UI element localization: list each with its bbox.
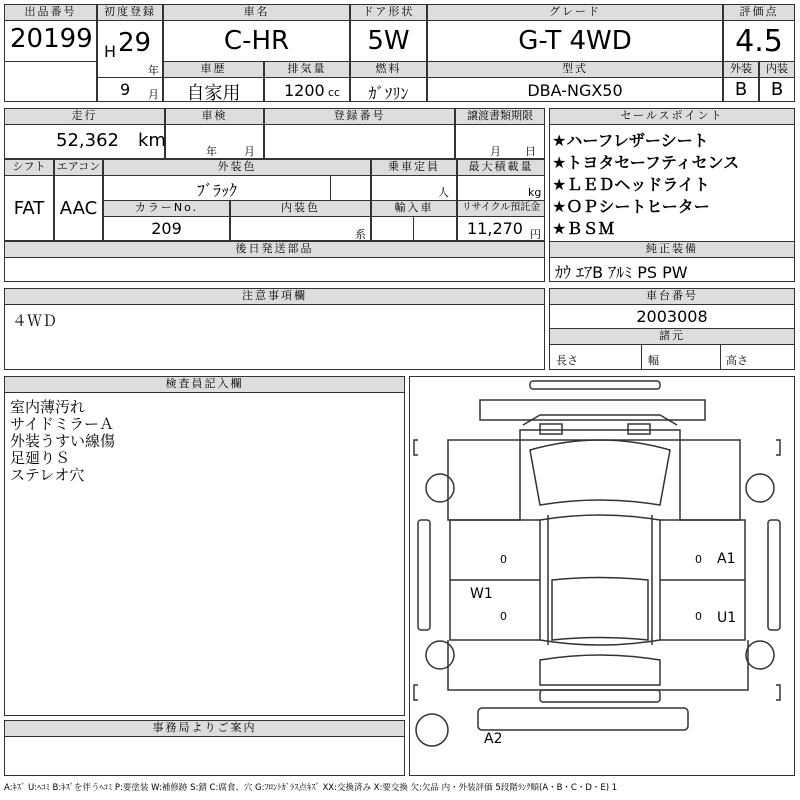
load-label: 最大積載量 (457, 159, 545, 176)
diagram-zero: 0 (500, 553, 507, 566)
door-label: ドア形状 (350, 4, 427, 21)
displacement-label: 排気量 (264, 61, 350, 78)
exterior-grade-label: 外装 (723, 61, 759, 78)
int-color-box (230, 216, 371, 241)
lot-no: 20199 (10, 24, 93, 54)
equipment-label: 純正装備 (549, 241, 795, 258)
specs-width: 幅 (648, 354, 659, 367)
car-diagram (409, 376, 795, 776)
first-reg-year-unit: 年 (148, 64, 159, 77)
inspector-label: 検査員記入欄 (4, 376, 405, 393)
legend: A:ｷｽﾞ U:ﾍｺﾐ B:ｷｽﾞを伴うﾍｺﾐ P:要塗装 W:補修跡 S:錆 C:腐食、穴 G:ﾌﾛﾝﾄｶﾞﾗｽ点ｷｽﾞ XX:交換済み X:要交換 欠:欠品 内・外装評価 5段階ﾗﾝｸ順(A・B・C・D・E) 1 (4, 783, 618, 793)
mileage-value: 52,362 (56, 130, 119, 151)
fuel-value: ｶﾞｿﾘﾝ (368, 84, 409, 103)
reg-no-label: 登録番号 (264, 108, 455, 125)
sales-points-label: セールスポイント (549, 108, 795, 125)
inspector-line: 足廻りＳ (10, 449, 71, 467)
first-reg-month-unit: 月 (148, 88, 159, 101)
inspector-line: ステレオ穴 (10, 466, 85, 484)
sales-point: ★ＢＳＭ (552, 219, 615, 238)
car-name-label: 車名 (163, 4, 350, 21)
diagram-zero: 0 (500, 610, 507, 623)
model-value: DBA-NGX50 (527, 81, 623, 100)
office-label: 事務局よりご案内 (4, 720, 405, 737)
first-reg-year: 29 (118, 28, 152, 58)
first-reg-era: H (104, 42, 117, 61)
shift-label: シフト (4, 159, 54, 176)
damage-mark: A1 (717, 551, 736, 567)
sales-point: ★ハーフレザーシート (552, 131, 709, 150)
shift-value: FAT (13, 198, 45, 219)
color-no-label: カラーNo. (103, 200, 230, 217)
chassis-value: 2003008 (636, 307, 708, 326)
inspector-line: 室内薄汚れ (10, 398, 86, 416)
recycle-unit: 円 (530, 228, 541, 241)
notes-value: ４ＷＤ (12, 312, 58, 330)
car-name: C-HR (223, 26, 290, 56)
specs-height: 高さ (726, 354, 748, 367)
equipment-value: ｶｳ ｴｱB ｱﾙﾐ PS PW (555, 263, 688, 282)
damage-mark: W1 (470, 586, 493, 602)
first-reg-label: 初度登録 (97, 4, 163, 21)
inspection-year-unit: 年 (206, 145, 217, 158)
door-value: 5W (367, 26, 410, 56)
lot-no-label: 出品番号 (4, 4, 97, 21)
recycle-label: リサイクル預託金 (457, 200, 545, 217)
import-box-2 (413, 216, 457, 241)
later-parts-box (4, 257, 545, 282)
notes-box (4, 304, 545, 370)
capacity-label: 乗車定員 (371, 159, 457, 176)
model-label: 型式 (427, 61, 723, 78)
score-label: 評価点 (723, 4, 795, 21)
displacement-unit: cc (328, 86, 341, 99)
ext-color-value: ﾌﾞﾗｯｸ (196, 181, 237, 200)
inspection-month-unit: 月 (244, 145, 255, 158)
interior-grade: B (770, 79, 784, 100)
mileage-label: 走行 (4, 108, 165, 125)
ext-color-label: 外装色 (103, 159, 371, 176)
capacity-unit: 人 (438, 186, 449, 199)
diagram-zero: 0 (695, 610, 702, 623)
specs-length: 長さ (556, 354, 578, 367)
sales-point: ★ＯＰシートヒーター (552, 197, 710, 216)
mileage-unit: km (138, 130, 166, 151)
score-value: 4.5 (735, 24, 783, 59)
specs-label: 諸元 (549, 328, 795, 345)
sales-point: ★ＬＥＤヘッドライト (552, 175, 710, 194)
history-value: 自家用 (186, 83, 241, 104)
int-color-unit: 系 (355, 228, 366, 241)
inspector-line: 外装うすい線傷 (10, 432, 116, 450)
recycle-value: 11,270 (467, 219, 523, 238)
later-parts-label: 後日発送部品 (4, 241, 545, 258)
transfer-day-unit: 日 (525, 145, 536, 158)
interior-grade-label: 内装 (759, 61, 795, 78)
history-label: 車歴 (163, 61, 264, 78)
diagram-zero: 0 (695, 553, 702, 566)
ac-label: エアコン (54, 159, 103, 176)
inspector-line: サイドミラーＡ (10, 415, 114, 433)
load-unit: kg (528, 186, 542, 199)
chassis-label: 車台番号 (549, 288, 795, 305)
import-box (371, 216, 414, 241)
ac-value: AAC (59, 198, 98, 219)
lot-no-blank (4, 61, 97, 102)
first-reg-month: 9 (120, 80, 131, 99)
notes-label: 注意事項欄 (4, 288, 545, 305)
color-no-value: 209 (151, 219, 182, 238)
import-label: 輸入車 (371, 200, 457, 217)
inspection-label: 車検 (165, 108, 264, 125)
transfer-label: 譲渡書類期限 (455, 108, 545, 125)
exterior-grade: B (734, 79, 748, 100)
damage-mark: A2 (484, 731, 503, 747)
grade-value: G-T 4WD (518, 26, 632, 56)
grade-label: グレード (427, 4, 723, 21)
fuel-label: 燃料 (350, 61, 427, 78)
ext-color-extra (330, 175, 371, 201)
sales-point: ★トヨタセーフティセンス (552, 153, 740, 172)
displacement-value: 1200 (284, 81, 325, 100)
damage-mark: U1 (717, 610, 737, 626)
int-color-label: 内装色 (230, 200, 371, 217)
transfer-month-unit: 月 (490, 145, 501, 158)
reg-no-box (264, 124, 455, 159)
office-box (4, 736, 405, 776)
